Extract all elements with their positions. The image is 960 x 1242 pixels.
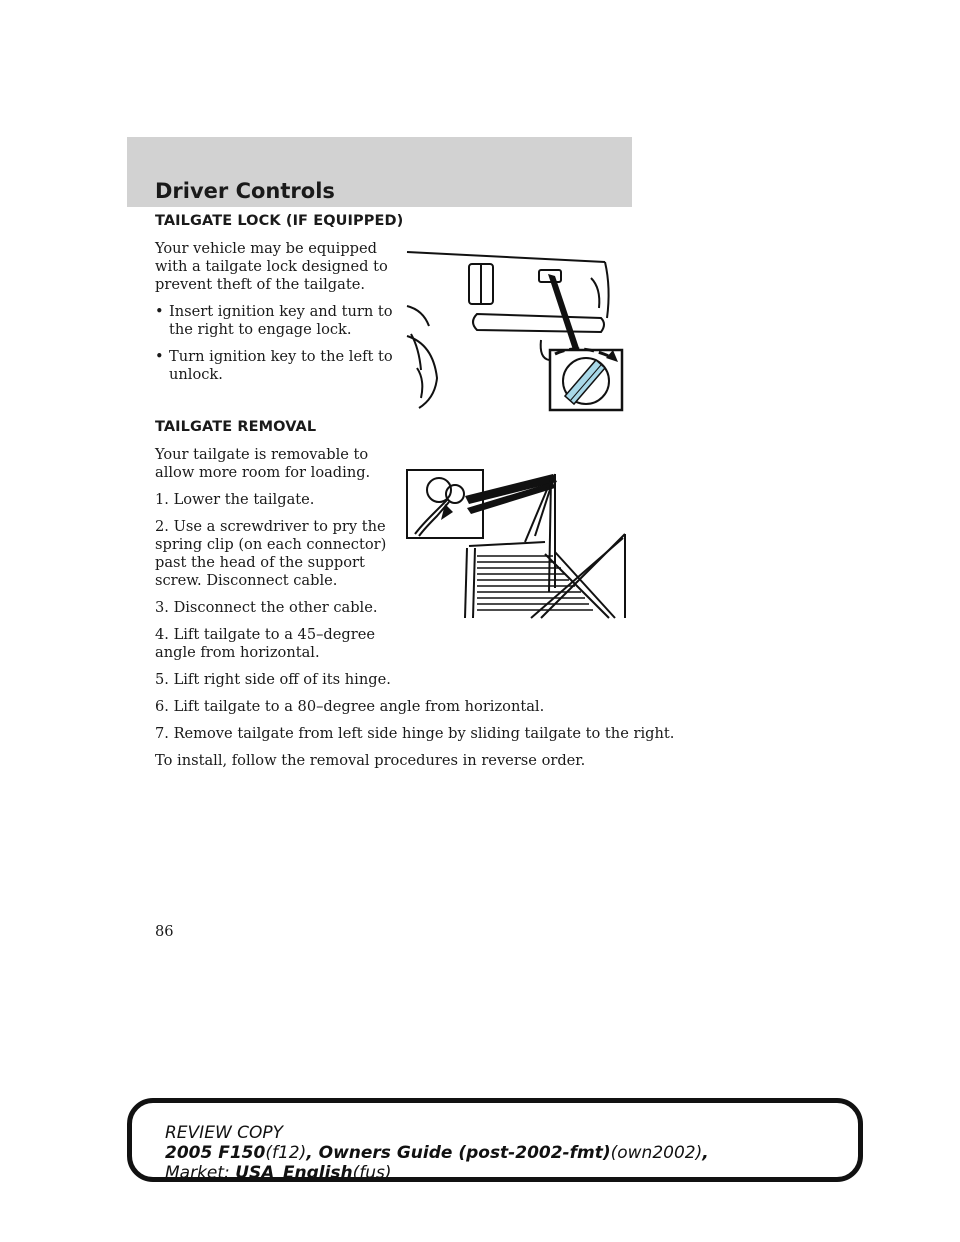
footer-line-3 xyxy=(165,1163,709,1183)
bullet-icon: • xyxy=(155,303,164,320)
paragraph: Your tailgate is removable to allow more room for loading. xyxy=(155,446,371,481)
list-item-text: Insert ignition key and turn to the right to engage lock. xyxy=(169,303,393,338)
footer-market-code: (fus) xyxy=(352,1163,392,1183)
footer-guide-code: (own2002) xyxy=(610,1143,703,1163)
paragraph: To install, follow the removal procedures in reverse order. xyxy=(155,752,586,769)
list-item xyxy=(155,348,400,384)
header-band xyxy=(127,137,632,207)
tailgate-lock-illustration xyxy=(405,248,635,413)
footer-model-code: (f12) xyxy=(265,1143,307,1163)
step: 4. Lift tailgate to a 45–degree angle from horizontal. xyxy=(155,626,375,661)
footer-guide: , Owners Guide (post-2002-fmt) xyxy=(306,1143,611,1163)
section-heading-tailgate-removal: TAILGATE REMOVAL xyxy=(155,419,317,435)
step: 1. Lower the tailgate. xyxy=(155,491,315,508)
step: 6. Lift tailgate to a 80–degree angle from horizontal. xyxy=(155,698,545,715)
footer-market-label: Market: xyxy=(165,1163,236,1183)
footer-line-1: REVIEW COPY xyxy=(165,1123,284,1143)
step: 5. Lift right side off of its hinge. xyxy=(155,671,391,688)
step: 7. Remove tailgate from left side hinge by sliding tailgate to the right. xyxy=(155,725,675,742)
bullet-icon: • xyxy=(155,348,164,365)
footer-model: 2005 F150 xyxy=(165,1143,266,1163)
section-heading-tailgate-lock: TAILGATE LOCK (IF EQUIPPED) xyxy=(155,213,404,229)
tailgate-removal-illustration xyxy=(405,468,635,623)
paragraph: Your vehicle may be equipped with a tailgate lock designed to prevent theft of the tailgate. xyxy=(155,240,388,293)
step: 2. Use a screwdriver to pry the spring clip (on each connector) past the head of the support screw. Disconnect cable. xyxy=(155,518,387,589)
footer-market: USA_English xyxy=(235,1163,353,1183)
footer-comma: , xyxy=(702,1143,709,1163)
list-item-text: Turn ignition key to the left to unlock. xyxy=(169,348,393,383)
step: 3. Disconnect the other cable. xyxy=(155,599,378,616)
footer-text xyxy=(165,1123,709,1183)
list-item xyxy=(155,303,400,339)
page-number: 86 xyxy=(155,923,174,940)
page-section-title: Driver Controls xyxy=(155,179,335,203)
footer-line-2 xyxy=(165,1143,709,1163)
